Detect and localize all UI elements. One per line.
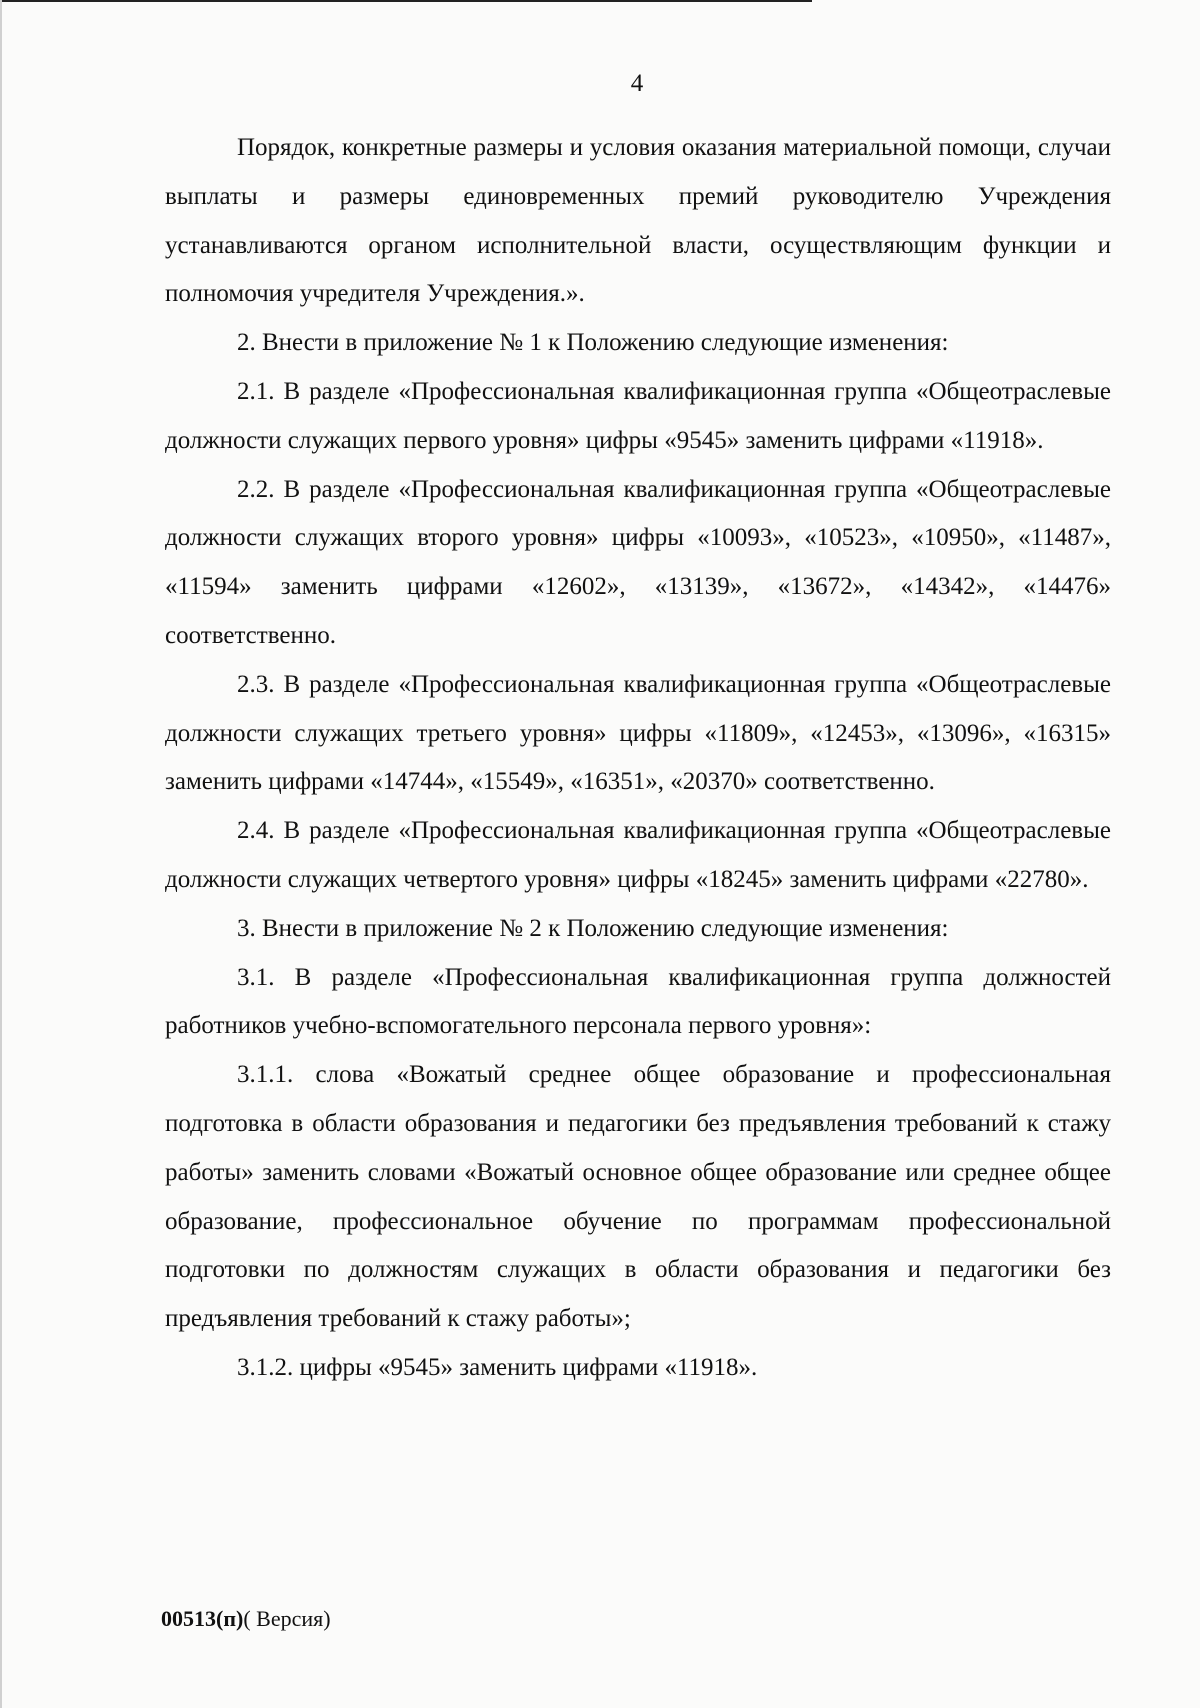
- document-code: 00513(п): [161, 1606, 244, 1631]
- paragraph-2: 2. Внести в приложение № 1 к Положению следующие изменения:: [237, 329, 949, 357]
- document-footer: [161, 1605, 331, 1633]
- paragraph-2-1: 2.1. В разделе «Профессиональная квалификационная группа «Общеотраслевые должности служащих первого уровня» цифры «9545» заменить цифрами «11918».: [165, 377, 1111, 454]
- paragraph-material-assistance: Порядок, конкретные размеры и условия оказания материальной помощи, случаи выплаты и размеры единовременных премий руководителю Учреждения устанавливаются органом исполнительной власти, осуществляющим функции и полномочия учредителя Учреждения.».: [165, 134, 1111, 308]
- top-edge-line: [0, 0, 812, 2]
- left-edge-line: [0, 0, 2, 1708]
- paragraph-3-1: 3.1. В разделе «Профессиональная квалификационная группа должностей работников учебно-вспомогательного персонала первого уровня»:: [165, 963, 1111, 1040]
- paragraph-3-1-2: 3.1.2. цифры «9545» заменить цифрами «11918».: [237, 1353, 758, 1381]
- paragraph-2-3: 2.3. В разделе «Профессиональная квалификационная группа «Общеотраслевые должности служащих третьего уровня» цифры «11809», «12453», «13096», «16315» заменить цифрами «14744», «15549», «16351», «20370» соответственно.: [165, 670, 1111, 796]
- paragraph-2-4: 2.4. В разделе «Профессиональная квалификационная группа «Общеотраслевые должности служащих четвертого уровня» цифры «18245» заменить цифрами «22780».: [165, 817, 1111, 893]
- paragraph-3: 3. Внести в приложение № 2 к Положению следующие изменения:: [237, 914, 949, 942]
- document-version: ( Версия): [243, 1606, 331, 1631]
- paragraph-2-2: 2.2. В разделе «Профессиональная квалификационная группа «Общеотраслевые должности служащих второго уровня» цифры «10093», «10523», «10950», «11487», «11594» заменить цифрами «12602», «13139», «13672», «14342», «14476» соответственно.: [165, 475, 1111, 649]
- page-number: 4: [630, 70, 644, 97]
- document-body: [165, 124, 1111, 1393]
- paragraph-3-1-1: 3.1.1. слова «Вожатый среднее общее образование и профессиональная подготовка в области образования и педагогики без предъявления требований к стажу работы» заменить словами «Вожатый основное общее образование или среднее общее образование, профессиональное обучение по программам профессиональной подготовки по должностям служащих в области образования и педагогики без предъявления требований к стажу работы»;: [165, 1061, 1111, 1333]
